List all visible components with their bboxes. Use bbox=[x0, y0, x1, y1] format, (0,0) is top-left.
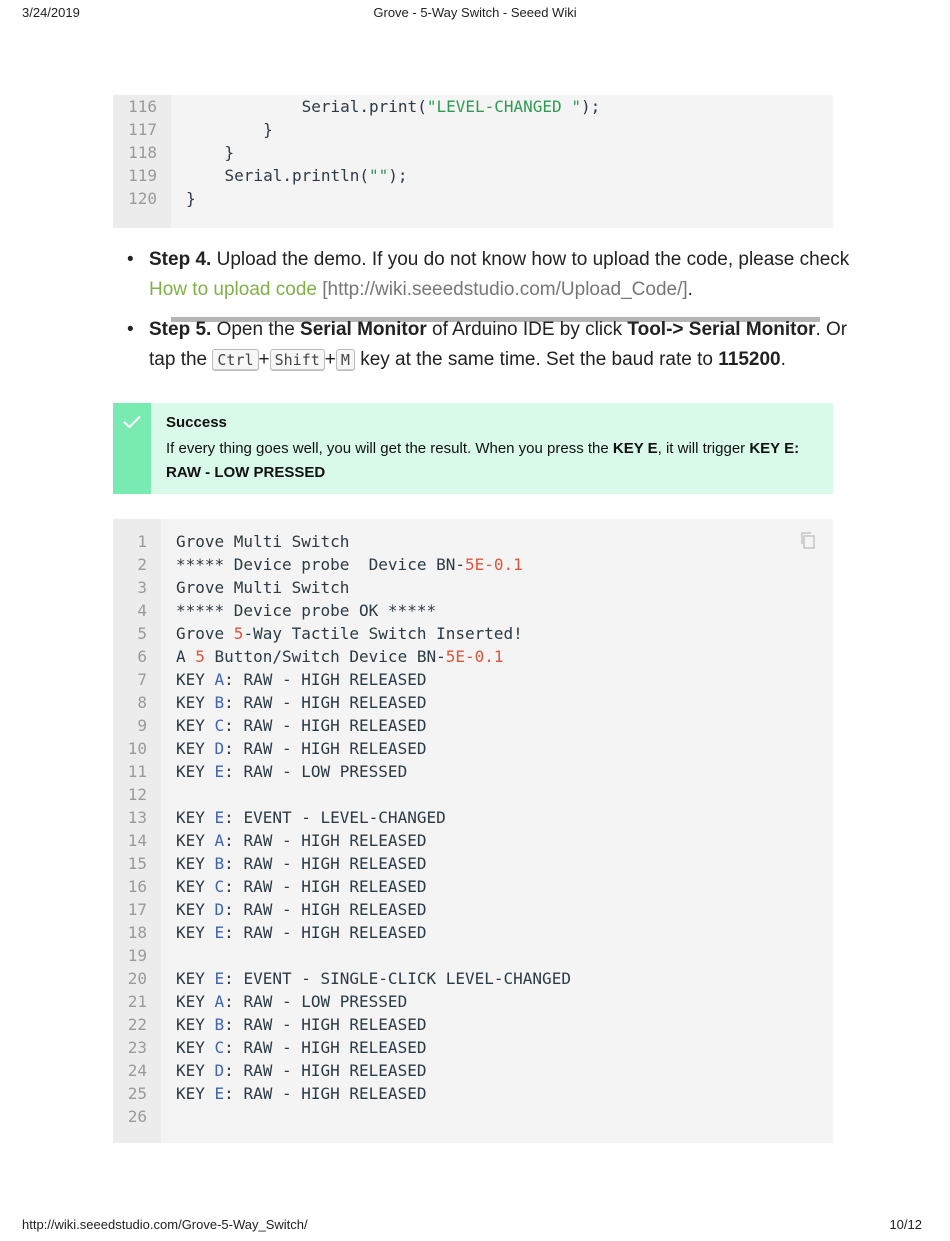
output-line: KEY A: RAW - HIGH RELEASED bbox=[176, 831, 427, 850]
output-line: Grove Multi Switch bbox=[176, 532, 350, 551]
line-number: 25 bbox=[127, 1084, 147, 1103]
output-line: KEY C: RAW - HIGH RELEASED bbox=[176, 877, 427, 896]
print-page-number: 10/12 bbox=[889, 1217, 922, 1232]
line-number: 16 bbox=[127, 877, 147, 896]
output-line: Grove Multi Switch bbox=[176, 578, 350, 597]
success-title: Success bbox=[166, 414, 227, 431]
print-url: http://wiki.seeedstudio.com/Grove-5-Way_Switch/ bbox=[22, 1217, 308, 1232]
line-number: 19 bbox=[127, 946, 147, 965]
line-number: 120 bbox=[128, 189, 157, 208]
line-number: 3 bbox=[137, 578, 147, 597]
code-block-arduino-tail bbox=[113, 95, 833, 228]
line-number: 26 bbox=[127, 1107, 147, 1126]
line-number: 4 bbox=[137, 601, 147, 620]
code-line: Serial.print("LEVEL-CHANGED "); bbox=[186, 97, 601, 116]
line-number: 14 bbox=[127, 831, 147, 850]
output-line: KEY C: RAW - HIGH RELEASED bbox=[176, 1038, 427, 1057]
output-line: KEY A: RAW - HIGH RELEASED bbox=[176, 670, 427, 689]
output-line: KEY D: RAW - HIGH RELEASED bbox=[176, 1061, 427, 1080]
line-number: 116 bbox=[128, 97, 157, 116]
output-line: KEY E: RAW - HIGH RELEASED bbox=[176, 1084, 427, 1103]
ctrl-key: Ctrl bbox=[212, 349, 258, 371]
line-number: 8 bbox=[137, 693, 147, 712]
shift-key: Shift bbox=[270, 349, 325, 371]
print-date: 3/24/2019 bbox=[22, 5, 80, 20]
output-line: KEY E: RAW - HIGH RELEASED bbox=[176, 923, 427, 942]
m-key: M bbox=[336, 349, 355, 371]
line-number: 13 bbox=[127, 808, 147, 827]
line-number: 20 bbox=[127, 969, 147, 988]
line-number: 17 bbox=[127, 900, 147, 919]
line-number: 9 bbox=[137, 716, 147, 735]
output-line: KEY B: RAW - HIGH RELEASED bbox=[176, 854, 427, 873]
line-number: 118 bbox=[128, 143, 157, 162]
code-line: Serial.println(""); bbox=[186, 166, 408, 185]
output-line: KEY E: EVENT - SINGLE-CLICK LEVEL-CHANGED bbox=[176, 969, 571, 988]
line-number: 18 bbox=[127, 923, 147, 942]
line-number: 2 bbox=[137, 555, 147, 574]
line-number: 119 bbox=[128, 166, 157, 185]
output-line: KEY D: RAW - HIGH RELEASED bbox=[176, 900, 427, 919]
line-number: 10 bbox=[127, 739, 147, 758]
line-number: 21 bbox=[127, 992, 147, 1011]
step-5: • Step 5. Open the Serial Monitor of Arduino IDE by click Tool-> Serial Monitor. Or tap the Ctrl + Shift + M key at the same time. Set the baud rate to 115200. bbox=[149, 315, 874, 375]
code-block-serial-output bbox=[113, 519, 833, 1143]
code-line: } bbox=[186, 189, 196, 208]
line-number: 15 bbox=[127, 854, 147, 873]
output-line: KEY C: RAW - HIGH RELEASED bbox=[176, 716, 427, 735]
code-line: } bbox=[186, 143, 235, 162]
upload-code-url: [http://wiki.seeedstudio.com/Upload_Code/] bbox=[316, 279, 688, 300]
output-line: KEY A: RAW - LOW PRESSED bbox=[176, 992, 408, 1011]
print-title: Grove - 5-Way Switch - Seeed Wiki bbox=[373, 5, 577, 20]
success-bar bbox=[113, 403, 151, 494]
line-number: 11 bbox=[127, 762, 147, 781]
success-text: If every thing goes well, you will get the result. When you press the KEY E, it will trigger KEY E: RAW - LOW PRESSED bbox=[166, 440, 800, 481]
check-icon bbox=[123, 415, 141, 429]
output-line: Grove 5-Way Tactile Switch Inserted! bbox=[176, 624, 523, 643]
upload-code-link[interactable]: How to upload code bbox=[149, 279, 317, 300]
line-number: 24 bbox=[127, 1061, 147, 1080]
baud-rate: 115200 bbox=[718, 349, 781, 370]
output-line: ***** Device probe OK ***** bbox=[176, 601, 437, 620]
line-number: 23 bbox=[127, 1038, 147, 1057]
step-4: • Step 4. Upload the demo. If you do not know how to upload the code, please check How to upload code [http://wiki.seeedstudio.com/Upload_Code/]. bbox=[149, 245, 874, 305]
line-number: 22 bbox=[127, 1015, 147, 1034]
success-admonition bbox=[113, 403, 833, 494]
output-line: ***** Device probe Device BN-5E-0.1 bbox=[176, 555, 523, 574]
output-line: KEY E: EVENT - LEVEL-CHANGED bbox=[176, 808, 446, 827]
output-line: KEY D: RAW - HIGH RELEASED bbox=[176, 739, 427, 758]
line-number: 1 bbox=[137, 532, 147, 551]
output-line: KEY B: RAW - HIGH RELEASED bbox=[176, 693, 427, 712]
line-number: 117 bbox=[128, 120, 157, 139]
line-number: 5 bbox=[137, 624, 147, 643]
output-line: KEY E: RAW - LOW PRESSED bbox=[176, 762, 408, 781]
line-number: 7 bbox=[137, 670, 147, 689]
output-line: A 5 Button/Switch Device BN-5E-0.1 bbox=[176, 647, 504, 666]
output-line: KEY B: RAW - HIGH RELEASED bbox=[176, 1015, 427, 1034]
copy-icon[interactable] bbox=[799, 531, 817, 549]
line-number: 12 bbox=[127, 785, 147, 804]
steps-list bbox=[113, 245, 874, 385]
code-line: } bbox=[186, 120, 273, 139]
line-number: 6 bbox=[137, 647, 147, 666]
